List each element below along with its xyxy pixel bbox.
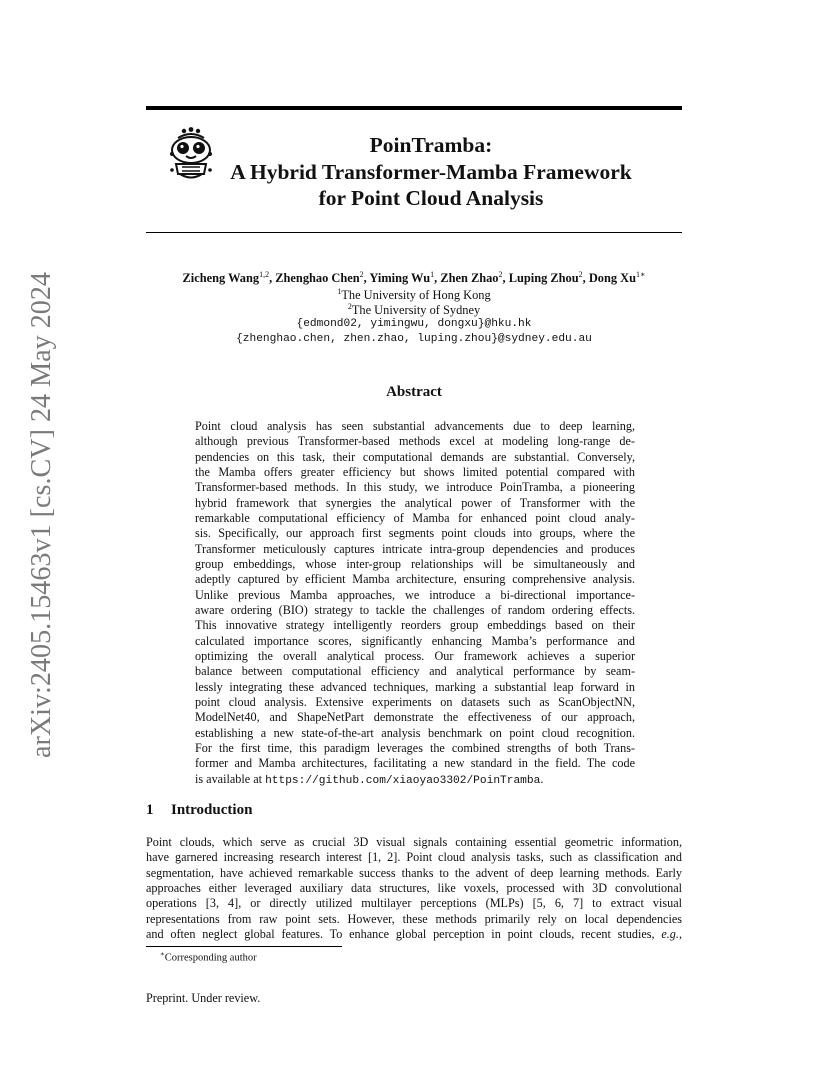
abstract-line: pendencies on this task, their computational demands are substantial. Conversely, <box>195 449 635 464</box>
affiliation-name: The University of Sydney <box>351 303 481 318</box>
abstract-line: aware ordering (BIO) strategy to tackle the challenges of random ordering effects. <box>195 602 635 617</box>
footnote-rule <box>146 946 342 947</box>
author-affil-mark: 1∗ <box>636 270 646 279</box>
email-line: {zhenghao.chen, zhen.zhao, luping.zhou}@sydney.edu.au <box>236 333 592 345</box>
abstract-text: . <box>540 771 544 786</box>
abstract-body <box>195 419 635 789</box>
abstract-line: hybrid framework that synergies the analytical power of Transformer with the <box>195 495 635 510</box>
section-number: 1 <box>146 802 154 818</box>
abstract-line: This innovative strategy intelligently reorders group embeddings based on their <box>195 618 635 633</box>
abstract-line: establishing a new state-of-the-art analysis benchmark on point cloud recognition. <box>195 725 635 740</box>
affiliation-mark: 2 <box>347 302 352 311</box>
abstract-last-line <box>195 772 635 789</box>
abstract-line: adeptly captured by efficient Mamba architecture, ensuring comprehensive analysis. <box>195 572 635 587</box>
intro-line: have garnered increasing research interest [1, 2]. Point cloud analysis tasks, such as classification and <box>146 850 682 865</box>
title-bottom-rule <box>146 232 682 233</box>
intro-last-line <box>146 927 682 942</box>
arxiv-stamp <box>12 272 64 758</box>
intro-text-emphasis: e.g. <box>661 926 679 941</box>
section-title: Introduction <box>171 802 253 818</box>
abstract-line: Transformer meticulously captures intricate intra-group dependencies and produces <box>195 541 635 556</box>
author-name: Dong Xu <box>588 271 637 286</box>
abstract-line: Point cloud analysis has seen substantial advancements due to deep learning, <box>195 419 635 433</box>
title-line: PoinTramba: <box>369 133 493 157</box>
abstract-line: optimizing the overall analytical process. Our framework achieves a superior <box>195 648 635 663</box>
abstract-line: sis. Specifically, our approach first segments point clouds into groups, where the <box>195 526 635 541</box>
title-line: A Hybrid Transformer-Mamba Framework <box>230 159 632 184</box>
title-top-rule <box>146 106 682 110</box>
intro-line: approaches either leveraged auxiliary data structures, like voxels, processed with 3D convolutional <box>146 880 682 895</box>
intro-line: Point clouds, which serve as crucial 3D visual signals containing essential geometric information, <box>146 835 682 849</box>
affiliation <box>146 287 682 303</box>
abstract-line: the Mamba offers greater efficiency but shows limited potential compared with <box>195 464 635 479</box>
footnote-mark: ∗ <box>160 950 165 958</box>
abstract-line: Unlike previous Mamba approaches, we introduce a bi-directional importance- <box>195 587 635 602</box>
preprint-note: Preprint. Under review. <box>146 991 261 1005</box>
author-name: Zhen Zhao <box>440 271 499 286</box>
intro-line: representations from raw point sets. However, these methods primarily rely on local dependencies <box>146 911 682 926</box>
abstract-line: point cloud analysis. Extensive experiments on datasets such as ScanObjectNN, <box>195 694 635 709</box>
author-affil-mark: 2 <box>498 270 503 279</box>
section-heading <box>146 802 252 819</box>
author-name: Yiming Wu <box>369 271 431 286</box>
abstract-line: group embeddings, whose inter-group relationships will be simultaneously and <box>195 556 635 571</box>
arxiv-identifier: arXiv:2405.15463v1 [cs.CV] 24 May 2024 <box>26 274 57 758</box>
abstract-line: Transformer-based methods. In this study, we introduce PoinTramba, a pioneering <box>195 480 635 495</box>
abstract-line: balance between computational efficiency and analytical performance by seam- <box>195 664 635 679</box>
footnote-text: Corresponding author <box>164 952 257 964</box>
footnote <box>160 950 257 964</box>
author-affil-mark: 2 <box>578 270 583 279</box>
author-name: Zhenghao Chen <box>275 271 360 286</box>
abstract-heading: Abstract <box>386 384 442 400</box>
intro-line: operations [3, 4], or directly utilized multilayer perceptions (MLPs) [5, 6, 7] to extract visual <box>146 896 682 911</box>
author-affil-mark: 1 <box>430 270 435 279</box>
author-name: Luping Zhou <box>508 271 579 286</box>
abstract-text: is available at <box>195 771 266 786</box>
introduction-body <box>146 835 682 942</box>
intro-line: segmentation, have achieved remarkable success thanks to the advent of deep learning methods. Early <box>146 865 682 880</box>
paper-title <box>196 132 666 212</box>
affiliation <box>146 302 682 318</box>
intro-text: and often neglect global features. To enhance global perception in point clouds, recent studies, <box>146 926 662 941</box>
code-url-link[interactable]: https://github.com/xiaoyao3302/PoinTramba <box>265 774 541 787</box>
abstract-line: remarkable computational efficiency of Mamba for enhanced point cloud analy- <box>195 510 635 525</box>
author-affil-mark: 2 <box>359 270 364 279</box>
title-line: for Point Cloud Analysis <box>318 186 544 210</box>
abstract-line: lessly integrating these advanced techniques, marking a substantial leap forward in <box>195 679 635 694</box>
email-line: {edmond02, yimingwu, dongxu}@hku.hk <box>296 318 532 330</box>
abstract-line: For the first time, this paradigm leverages the combined strengths of both Trans- <box>195 740 635 755</box>
author-name: Zicheng Wang <box>182 271 260 286</box>
affiliation-name: The University of Hong Kong <box>341 288 491 303</box>
intro-text: , <box>678 926 682 941</box>
author-affil-mark: 1,2 <box>259 270 270 279</box>
author-list: Zicheng Wang$^{1,2}$, Zhenghao Chen$^2$, Yiming Wu$^1$, Zhen Zhao$^2$, Luping Zhou$^2$, Dong $Xu^{1∗}$ <box>182 270 646 286</box>
abstract-line: although previous Transformer-based methods excel at modeling long-range de- <box>195 434 635 449</box>
abstract-line: former and Mamba architectures, facilitating a new standard in the field. The code <box>195 756 635 771</box>
affiliation-mark: 1 <box>337 287 342 296</box>
abstract-line: ModelNet40, and ShapeNetPart demonstrate the effectiveness of our approach, <box>195 710 635 725</box>
abstract-line: calculated importance scores, significantly enhancing Mamba’s performance and <box>195 633 635 648</box>
